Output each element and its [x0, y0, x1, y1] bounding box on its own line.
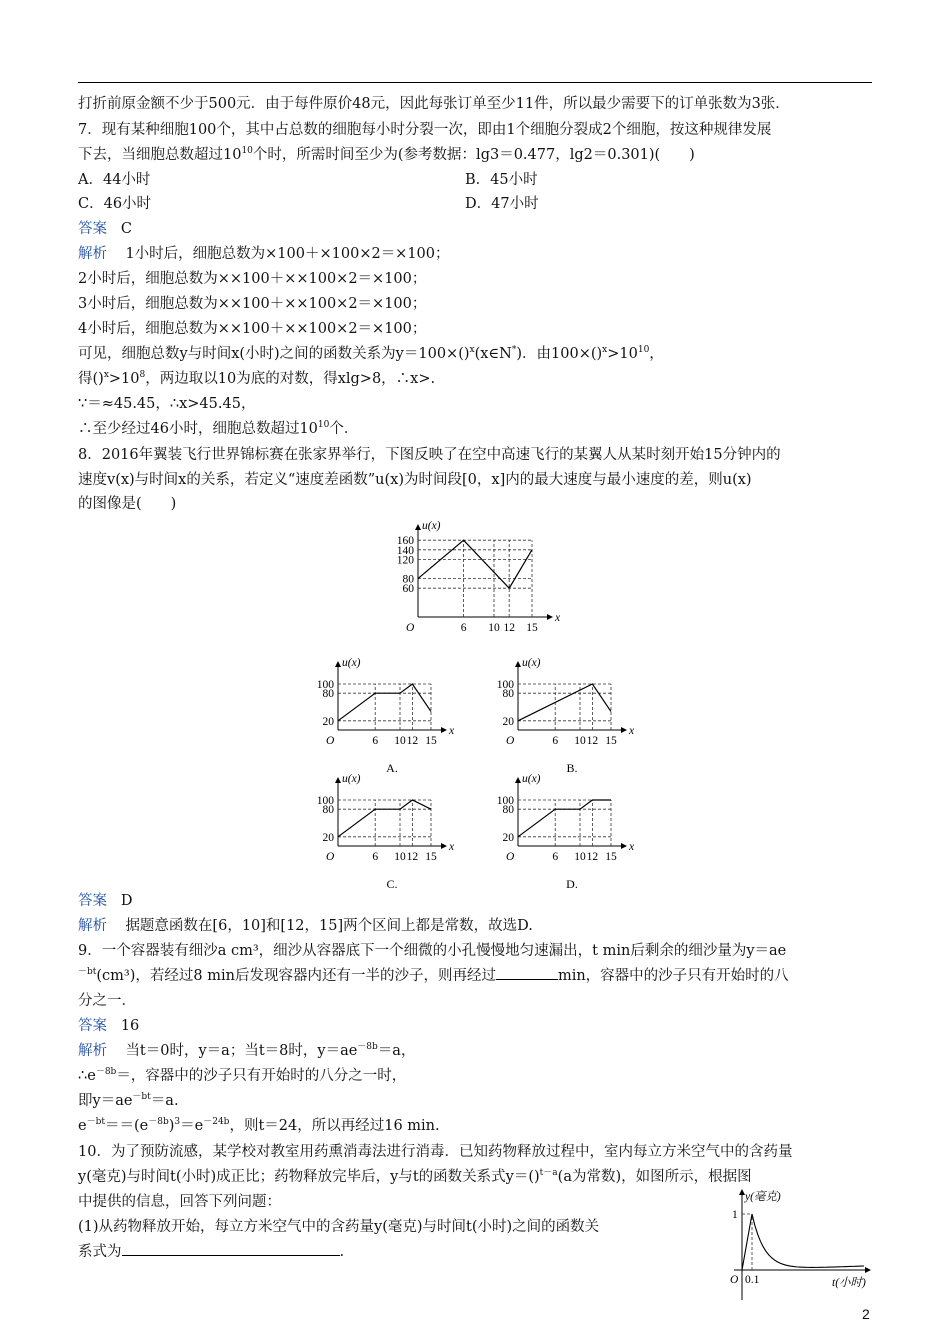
q8-answer: 答案 D	[78, 893, 133, 909]
x-tick-label: 10	[574, 851, 586, 863]
option-a-chart	[317, 657, 455, 775]
y-tick-label: 160	[396, 535, 414, 548]
origin-label: O	[326, 851, 335, 863]
q7-stem: 7．现有某种细胞100个，其中占总数的细胞每小时分裂一次，即由1个细胞分裂成2个细胞，按这种规律发展	[78, 122, 772, 138]
x-tick-label: 12	[503, 622, 515, 634]
q10-blank[interactable]	[122, 1255, 340, 1256]
q10-part1-cont: 系式为 .	[78, 1244, 345, 1260]
chart-caption: B.	[566, 761, 578, 775]
series-line	[338, 800, 431, 837]
q7-step: 3小时后，细胞总数为××100＋××100×2＝×100；	[78, 296, 427, 312]
q7-step: 得$()^x>10^8$，两边取以10为底的对数，得xlg>8，∴x>.	[78, 370, 436, 387]
y-axis-label: y(毫克)	[745, 1191, 781, 1203]
q7-option-a: A．44小时	[78, 172, 151, 188]
q7-analysis: 解析 1小时后，细胞总数为×100＋×100×2＝×100；	[78, 246, 450, 262]
q8-stem-cont: 的图像是( )	[78, 496, 177, 512]
q7-step: ∵＝≈45.45，∴x>45.45，	[78, 396, 256, 412]
x-tick-label: 10	[574, 735, 586, 747]
x-tick-label: 15	[425, 851, 437, 863]
x-axis-label: x	[449, 841, 455, 853]
q7-option-b: B．45小时	[465, 172, 538, 188]
y-tick-label: 1	[732, 1209, 738, 1221]
series-line	[742, 1214, 864, 1270]
x-axis-label: x	[629, 841, 635, 853]
x-tick-label: 12	[406, 735, 419, 747]
text-line: 打折前原金额不少于500元．由于每件原价48元，因此每张订单至少11件，所以最少需要下的订单张数为3张．	[78, 96, 790, 112]
chart-caption: A.	[386, 761, 398, 775]
series-line	[338, 684, 431, 721]
origin-label: O	[506, 735, 515, 747]
y-tick-label: 120	[396, 554, 414, 567]
q8-stem: 8．2016年翼装飞行世界锦标赛在张家界举行，下图反映了在空中高速飞行的某翼人从某时刻开始15分钟内的	[78, 447, 781, 463]
x-tick-label: 15	[425, 735, 437, 747]
x-axis-label: x	[555, 612, 561, 624]
series-line	[518, 684, 611, 721]
q7-answer: 答案 C	[78, 221, 132, 237]
q7-step: 2小时后，细胞总数为××100＋××100×2＝×100；	[78, 271, 427, 287]
x-axis-label: t(小时)	[832, 1277, 866, 1289]
y-axis-label: u(x)	[522, 657, 541, 669]
option-c-chart	[317, 773, 455, 891]
y-tick-label: 20	[502, 715, 514, 728]
y-tick-label: 20	[322, 715, 334, 728]
q9-stem-cont: 分之一．	[78, 993, 136, 1009]
main-chart	[397, 520, 561, 634]
q10-stem: 10．为了预防流感，某学校对教室用药熏消毒法进行消毒．已知药物释放过程中，室内每立方米空气中的含药量	[78, 1144, 793, 1160]
fig10-chart	[730, 1190, 870, 1300]
q9-step: $\therefore e^{-8b}=$，容器中的沙子只有开始时的八分之一时，	[78, 1067, 407, 1084]
origin-label: O	[730, 1274, 739, 1286]
q10-stem-cont: y(毫克)与时间t(小时)成正比；药物释放完毕后，y与t的函数关系式y＝()$^{t-a}$(a为常数)，如图所示，根据图	[78, 1168, 752, 1185]
origin-label: O	[506, 851, 515, 863]
q8-analysis: 解析 据题意函数在[6，10]和[12，15]两个区间上都是常数，故选D.	[78, 918, 533, 934]
y-tick-label: 20	[322, 831, 334, 844]
x-tick-label: 12	[406, 851, 419, 863]
q9-answer: 答案 16	[78, 1018, 140, 1034]
option-d-chart	[497, 773, 635, 891]
y-tick-label: 100	[496, 795, 514, 807]
page-number: 2	[862, 1306, 870, 1322]
y-tick-label: 80	[502, 688, 514, 701]
x-tick-label: 12	[586, 735, 599, 747]
y-tick-label: 80	[402, 573, 414, 586]
option-b-chart	[497, 657, 635, 775]
x-tick-label: 6	[460, 622, 467, 634]
chart-caption: C.	[386, 877, 398, 891]
x-tick-label: 6	[552, 735, 559, 747]
y-axis-label: u(x)	[342, 657, 361, 669]
q10-stem-cont: 中提供的信息，回答下列问题：	[78, 1194, 281, 1210]
y-axis-label: u(x)	[422, 520, 441, 532]
y-tick-label: 20	[502, 831, 514, 844]
q9-blank[interactable]	[496, 979, 558, 980]
x-tick-label: 6	[372, 735, 379, 747]
q7-step: ∴至少经过46小时，细胞总数超过$10^{10}$个．	[78, 420, 359, 437]
x-tick-label: 10	[394, 851, 406, 863]
origin-label: O	[406, 622, 415, 634]
y-axis-label: u(x)	[522, 773, 541, 785]
q7-step: 4小时后，细胞总数为××100＋××100×2＝×100；	[78, 321, 427, 337]
y-tick-label: 140	[396, 544, 414, 557]
series-line	[518, 800, 611, 837]
y-tick-label: 80	[322, 688, 334, 701]
y-tick-label: 100	[316, 795, 334, 807]
x-tick-label: 6	[372, 851, 379, 863]
x-tick-label: 10	[394, 735, 406, 747]
q8-stem-cont: 速度v(x)与时间x的关系，若定义“速度差函数”u(x)为时间段[0，x]内的最大速度与最小速度的差，则u(x)	[78, 472, 752, 488]
y-axis-label: u(x)	[342, 773, 361, 785]
q9-stem-cont: $^{-bt}$(cm³)，若经过8 min后发现容器内还有一半的沙子，则再经过 min，容器中的沙子只有开始时的八	[78, 967, 789, 984]
y-tick-label: 80	[322, 804, 334, 817]
q7-stem-cont: 下去，当细胞总数超过$10^{10}$个时，所需时间至少为(参考数据：lg3＝0.477，lg2＝0.301)( )	[78, 146, 695, 163]
x-axis-label: x	[449, 725, 455, 737]
x-tick-label: 12	[586, 851, 599, 863]
chart-caption: D.	[566, 877, 578, 891]
x-tick-label: 15	[605, 851, 617, 863]
q9-step: $e^{-bt}==(e^{-8b})^3=e^{-24b}$，则t＝24，所以再经过16 min.	[78, 1117, 440, 1134]
q7-option-c: C．46小时	[78, 196, 152, 212]
origin-label: O	[326, 735, 335, 747]
y-tick-label: 80	[502, 804, 514, 817]
x-axis-label: x	[629, 725, 635, 737]
series-line	[418, 540, 532, 588]
x-tick-label: 10	[488, 622, 500, 634]
y-tick-label: 60	[402, 583, 414, 596]
x-tick-label: 15	[605, 735, 617, 747]
q10-part1: (1)从药物释放开始，每立方米空气中的含药量y(毫克)与时间t(小时)之间的函数关	[78, 1219, 600, 1235]
y-tick-label: 100	[496, 679, 514, 691]
q9-analysis: 解析 当t＝0时，y＝a；当t＝8时，$y=ae^{-8b}=a$，	[78, 1042, 416, 1059]
x-tick-label: 6	[552, 851, 559, 863]
q7-option-d: D．47小时	[465, 196, 539, 212]
q9-step: 即$y=ae^{-bt}=a$.	[78, 1092, 179, 1109]
q9-stem: 9．一个容器装有细沙a cm³，细沙从容器底下一个细微的小孔慢慢地匀速漏出，t min后剩余的细沙量为y＝ae	[78, 943, 787, 959]
y-tick-label: 100	[316, 679, 334, 691]
x-tick-label: 15	[526, 622, 538, 634]
x-tick-label: 0.1	[745, 1274, 760, 1286]
q7-step: 可见，细胞总数y与时间x(小时)之间的函数关系为y＝100×()$^x$(x∈N*)．由$100\times()^x>10^{10}$，	[78, 345, 664, 362]
